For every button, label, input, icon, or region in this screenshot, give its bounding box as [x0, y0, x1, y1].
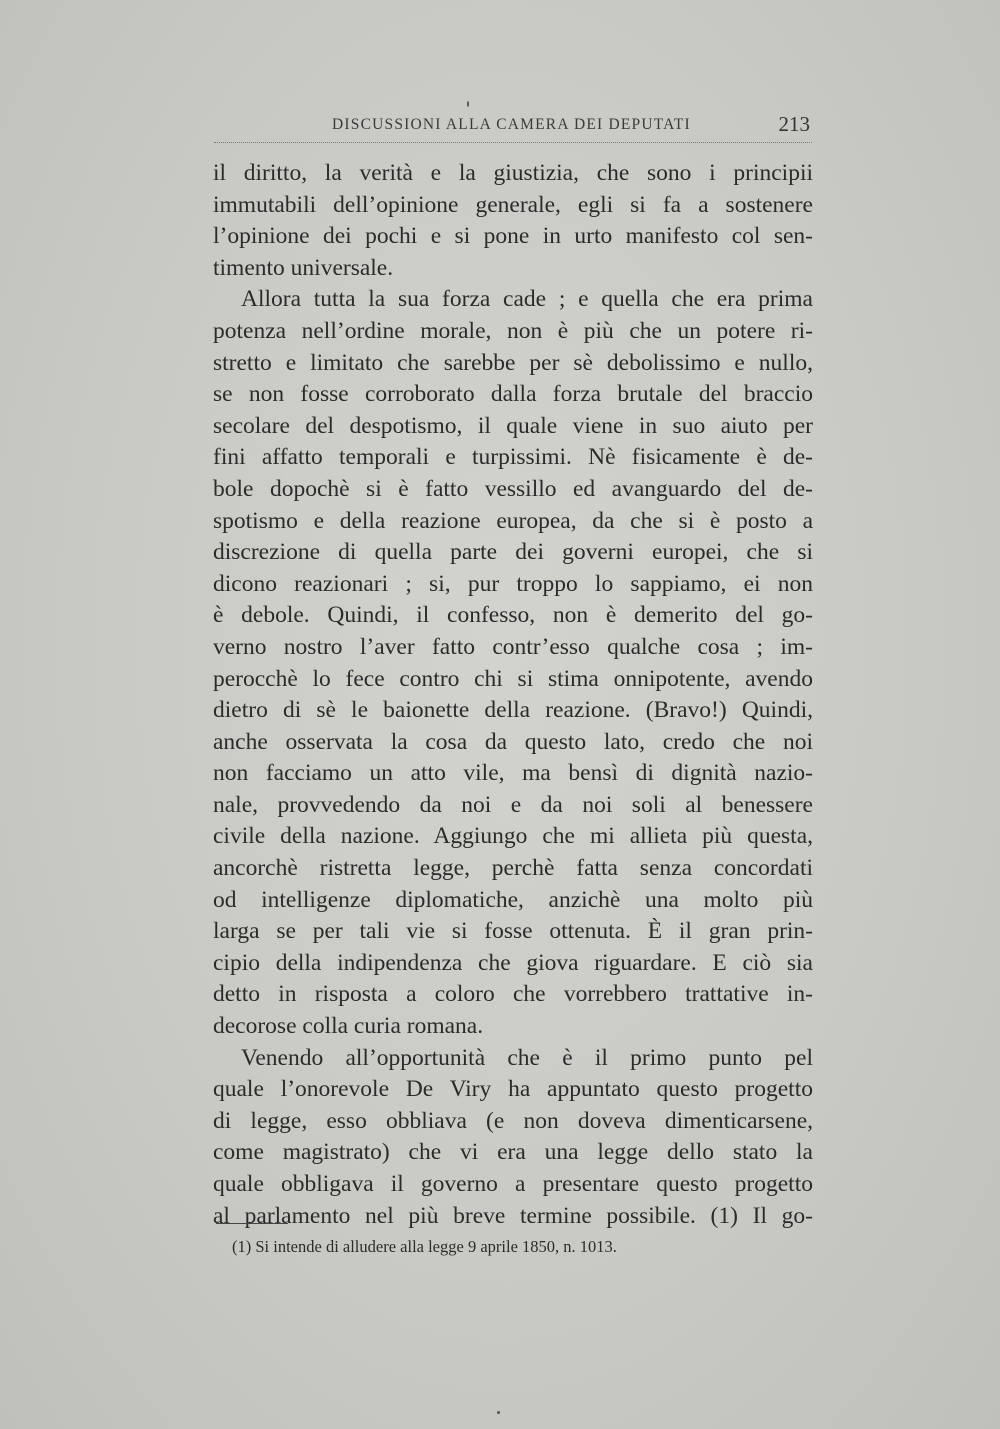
page-number: 213	[778, 112, 810, 136]
text-line: stretto e limitato che sarebbe per sè debolissimo e nullo,	[213, 349, 813, 376]
text-line: timento universale.	[213, 254, 394, 281]
text-line: secolare del despotismo, il quale viene in suo aiuto per	[213, 412, 813, 439]
paper-speck	[497, 1411, 500, 1414]
text-line: di legge, esso obbliava (e non doveva dimenticarsene,	[213, 1107, 813, 1134]
text-line: civile della nazione. Aggiungo che mi allieta più questa,	[213, 823, 813, 850]
footnote-rule	[216, 1223, 288, 1224]
paper-speck	[467, 101, 469, 107]
text-line: fini affatto temporali e turpissimi. Nè fisicamente è de-	[213, 444, 813, 471]
text-line: potenza nell’ordine morale, non è più che un potere ri-	[213, 317, 813, 344]
text-line: od intelligenze diplomatiche, anzichè una molto più	[213, 886, 813, 913]
running-title: DISCUSSIONI ALLA CAMERA DEI DEPUTATI	[332, 116, 691, 133]
text-line: immutabili dell’opinione generale, egli si fa a sostenere	[213, 191, 813, 218]
text-line: dietro di sè le baionette della reazione. (Bravo!) Quindi,	[213, 697, 813, 724]
text-line: nale, provvedendo da noi e da noi soli al benessere	[213, 791, 813, 818]
running-head	[214, 112, 812, 143]
text-line: cipio della indipendenza che giova riguardare. E ciò sia	[213, 949, 813, 976]
text-line: se non fosse corroborato dalla forza brutale del braccio	[213, 381, 813, 408]
text-line: anche osservata la cosa da questo lato, credo che noi	[213, 728, 813, 755]
text-line: al parlamento nel più breve termine possibile. (1) Il go-	[213, 1202, 813, 1229]
text-line: come magistrato) che vi era una legge dello stato la	[213, 1139, 813, 1166]
text-line: spotismo e della reazione europea, da che si è posto a	[213, 507, 813, 534]
text-line: verno nostro l’aver fatto contr’esso qualche cosa ; im-	[213, 633, 813, 660]
text-line: ancorchè ristretta legge, perchè fatta senza concordati	[213, 855, 813, 882]
footnote: (1) Si intende di alludere alla legge 9 aprile 1850, n. 1013.	[232, 1237, 617, 1256]
text-line: Allora tutta la sua forza cade ; e quella che era prima	[241, 286, 813, 313]
body-text	[213, 158, 813, 1232]
text-line: detto in risposta a coloro che vorrebbero trattative in-	[213, 981, 813, 1008]
text-line: quale l’onorevole De Viry ha appuntato questo progetto	[213, 1076, 813, 1103]
text-line: discrezione di quella parte dei governi europei, che si	[213, 539, 813, 566]
text-line: non facciamo un atto vile, ma bensì di dignità nazio-	[213, 760, 813, 787]
text-line: bole dopochè si è fatto vessillo ed avanguardo del de-	[213, 475, 813, 502]
text-line: quale obbligava il governo a presentare questo progetto	[213, 1171, 813, 1197]
text-line: decorose colla curia romana.	[213, 1013, 484, 1040]
text-line: dicono reazionari ; si, pur troppo lo sappiamo, ei non	[213, 570, 813, 597]
text-line: larga se per tali vie si fosse ottenuta. È il gran prin-	[213, 918, 813, 945]
text-line: Venendo all’opportunità che è il primo punto pel	[241, 1044, 813, 1071]
text-line: il diritto, la verità e la giustizia, che sono i principii	[213, 160, 813, 186]
text-line: perocchè lo fece contro chi si stima onnipotente, avendo	[213, 665, 813, 692]
text-line: è debole. Quindi, il confesso, non è demerito del go-	[213, 602, 813, 629]
text-line: l’opinione dei pochi e si pone in urto manifesto col sen-	[213, 223, 813, 250]
